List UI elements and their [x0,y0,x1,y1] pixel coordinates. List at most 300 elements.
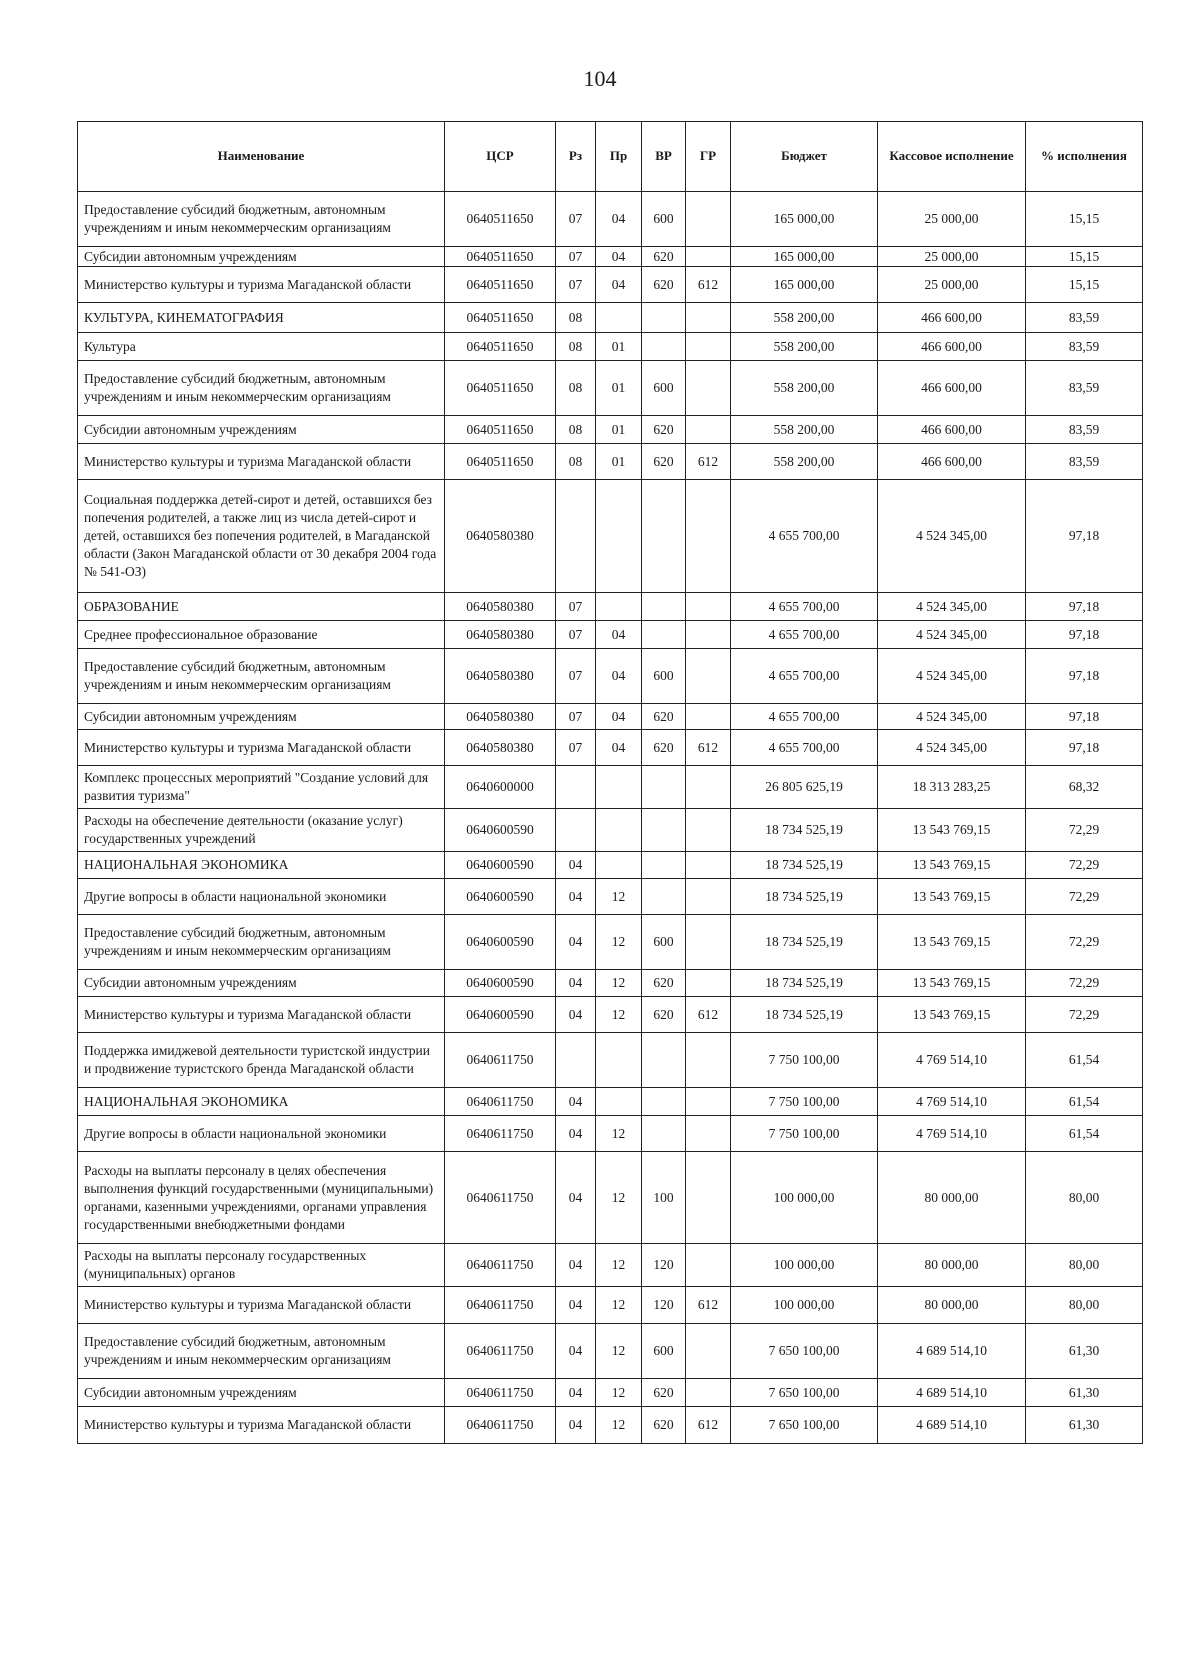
cell-budget: 7 750 100,00 [731,1033,878,1088]
cell-pct: 15,15 [1026,247,1143,267]
cell-name: Расходы на выплаты персоналу в целях обеспечения выполнения функций государственными (муниципальными) органами, казенными учреждениями, органами управления государственными внебюджетными фондами [78,1152,445,1244]
cell-cash: 80 000,00 [878,1287,1026,1324]
header-csr: ЦСР [445,122,556,192]
cell-csr: 0640600590 [445,997,556,1033]
cell-vr: 600 [642,1324,686,1379]
cell-cash: 80 000,00 [878,1152,1026,1244]
cell-pct: 72,29 [1026,879,1143,915]
table-row [78,649,1143,704]
cell-vr: 120 [642,1287,686,1324]
cell-budget: 18 734 525,19 [731,915,878,970]
cell-vr: 100 [642,1152,686,1244]
cell-gr [686,766,731,809]
cell-gr [686,361,731,416]
cell-pr [596,809,642,852]
cell-pr: 04 [596,192,642,247]
cell-cash: 13 543 769,15 [878,852,1026,879]
cell-rz: 07 [556,704,596,730]
cell-pct: 72,29 [1026,970,1143,997]
cell-cash: 4 524 345,00 [878,649,1026,704]
cell-pr: 12 [596,1116,642,1152]
cell-name: НАЦИОНАЛЬНАЯ ЭКОНОМИКА [78,852,445,879]
table-row [78,852,1143,879]
table-row [78,1287,1143,1324]
cell-vr: 620 [642,704,686,730]
cell-rz: 07 [556,593,596,621]
table-row [78,416,1143,444]
cell-pct: 97,18 [1026,621,1143,649]
cell-gr [686,1324,731,1379]
cell-rz: 07 [556,649,596,704]
cell-rz: 04 [556,852,596,879]
cell-csr: 0640511650 [445,444,556,480]
cell-name: Министерство культуры и туризма Магаданской области [78,997,445,1033]
cell-pct: 83,59 [1026,416,1143,444]
cell-pct: 61,54 [1026,1088,1143,1116]
cell-rz: 04 [556,1152,596,1244]
cell-rz: 07 [556,267,596,303]
cell-vr [642,1088,686,1116]
cell-vr: 620 [642,730,686,766]
cell-gr [686,1088,731,1116]
cell-vr: 600 [642,361,686,416]
cell-pr: 01 [596,416,642,444]
cell-cash: 13 543 769,15 [878,879,1026,915]
cell-pct: 72,29 [1026,852,1143,879]
cell-cash: 13 543 769,15 [878,997,1026,1033]
cell-name: Расходы на выплаты персоналу государственных (муниципальных) органов [78,1244,445,1287]
cell-name: НАЦИОНАЛЬНАЯ ЭКОНОМИКА [78,1088,445,1116]
cell-name: КУЛЬТУРА, КИНЕМАТОГРАФИЯ [78,303,445,333]
header-cash: Кассовое исполнение [878,122,1026,192]
cell-csr: 0640611750 [445,1324,556,1379]
cell-pr [596,303,642,333]
cell-csr: 0640600590 [445,970,556,997]
cell-budget: 18 734 525,19 [731,879,878,915]
table-row [78,593,1143,621]
cell-pct: 61,30 [1026,1379,1143,1407]
cell-rz: 04 [556,1379,596,1407]
cell-budget: 165 000,00 [731,192,878,247]
cell-rz: 08 [556,303,596,333]
cell-name: Министерство культуры и туризма Магаданской области [78,1407,445,1444]
cell-cash: 4 524 345,00 [878,593,1026,621]
cell-cash: 13 543 769,15 [878,809,1026,852]
cell-pr: 12 [596,1407,642,1444]
cell-cash: 4 769 514,10 [878,1116,1026,1152]
cell-rz: 08 [556,361,596,416]
cell-cash: 25 000,00 [878,267,1026,303]
cell-budget: 26 805 625,19 [731,766,878,809]
cell-csr: 0640600590 [445,879,556,915]
table-row [78,247,1143,267]
cell-name: Другие вопросы в области национальной экономики [78,1116,445,1152]
cell-vr: 600 [642,915,686,970]
cell-name: Министерство культуры и туризма Магаданской области [78,267,445,303]
cell-budget: 18 734 525,19 [731,852,878,879]
cell-vr [642,621,686,649]
cell-gr: 612 [686,1407,731,1444]
header-budget: Бюджет [731,122,878,192]
cell-cash: 4 524 345,00 [878,621,1026,649]
cell-vr [642,766,686,809]
cell-pr: 04 [596,649,642,704]
cell-rz: 04 [556,1324,596,1379]
budget-table [77,121,1143,1444]
table-row [78,444,1143,480]
table-row [78,1116,1143,1152]
cell-pr [596,593,642,621]
cell-vr: 620 [642,1407,686,1444]
cell-vr [642,480,686,593]
cell-gr [686,649,731,704]
cell-vr: 620 [642,1379,686,1407]
cell-pct: 72,29 [1026,997,1143,1033]
cell-gr [686,1033,731,1088]
cell-rz: 04 [556,915,596,970]
cell-rz: 08 [556,333,596,361]
cell-gr [686,247,731,267]
cell-cash: 466 600,00 [878,303,1026,333]
cell-budget: 100 000,00 [731,1287,878,1324]
cell-vr: 620 [642,970,686,997]
table-row [78,480,1143,593]
table-row [78,766,1143,809]
cell-csr: 0640611750 [445,1407,556,1444]
cell-cash: 25 000,00 [878,247,1026,267]
cell-pr: 12 [596,1324,642,1379]
cell-rz: 07 [556,192,596,247]
cell-budget: 558 200,00 [731,303,878,333]
cell-budget: 18 734 525,19 [731,970,878,997]
cell-budget: 7 650 100,00 [731,1379,878,1407]
table-row [78,997,1143,1033]
cell-vr: 620 [642,267,686,303]
cell-rz: 04 [556,879,596,915]
cell-cash: 466 600,00 [878,444,1026,480]
cell-csr: 0640580380 [445,621,556,649]
table-row [78,970,1143,997]
cell-cash: 13 543 769,15 [878,970,1026,997]
cell-csr: 0640580380 [445,593,556,621]
cell-csr: 0640511650 [445,416,556,444]
cell-rz: 07 [556,247,596,267]
cell-pr: 12 [596,997,642,1033]
cell-rz: 08 [556,416,596,444]
table-body [78,192,1143,1444]
table-row [78,1324,1143,1379]
table-row [78,915,1143,970]
cell-budget: 4 655 700,00 [731,730,878,766]
cell-vr [642,1116,686,1152]
cell-gr [686,1152,731,1244]
cell-csr: 0640611750 [445,1287,556,1324]
cell-pct: 72,29 [1026,809,1143,852]
cell-budget: 100 000,00 [731,1152,878,1244]
cell-pr [596,1033,642,1088]
cell-cash: 80 000,00 [878,1244,1026,1287]
cell-gr: 612 [686,730,731,766]
cell-name: ОБРАЗОВАНИЕ [78,593,445,621]
cell-rz: 04 [556,1088,596,1116]
cell-name: Предоставление субсидий бюджетным, автономным учреждениям и иным некоммерческим организациям [78,1324,445,1379]
cell-cash: 466 600,00 [878,333,1026,361]
cell-pct: 80,00 [1026,1287,1143,1324]
cell-budget: 7 750 100,00 [731,1088,878,1116]
table-row [78,1033,1143,1088]
cell-cash: 466 600,00 [878,361,1026,416]
cell-name: Комплекс процессных мероприятий "Создание условий для развития туризма" [78,766,445,809]
cell-cash: 25 000,00 [878,192,1026,247]
cell-budget: 4 655 700,00 [731,704,878,730]
cell-gr [686,303,731,333]
cell-csr: 0640580380 [445,730,556,766]
cell-name: Министерство культуры и туризма Магаданской области [78,1287,445,1324]
cell-csr: 0640611750 [445,1379,556,1407]
cell-gr [686,1379,731,1407]
cell-pct: 80,00 [1026,1244,1143,1287]
cell-gr: 612 [686,1287,731,1324]
cell-cash: 466 600,00 [878,416,1026,444]
table-row [78,730,1143,766]
cell-pr: 04 [596,621,642,649]
cell-name: Субсидии автономным учреждениям [78,1379,445,1407]
cell-vr: 600 [642,649,686,704]
cell-name: Субсидии автономным учреждениям [78,416,445,444]
cell-csr: 0640511650 [445,192,556,247]
cell-pct: 15,15 [1026,267,1143,303]
cell-cash: 4 524 345,00 [878,704,1026,730]
cell-pct: 97,18 [1026,593,1143,621]
cell-rz: 04 [556,970,596,997]
cell-pct: 72,29 [1026,915,1143,970]
cell-gr [686,593,731,621]
cell-budget: 558 200,00 [731,361,878,416]
cell-csr: 0640511650 [445,303,556,333]
cell-cash: 4 524 345,00 [878,480,1026,593]
cell-csr: 0640580380 [445,649,556,704]
cell-gr [686,970,731,997]
table-row [78,1407,1143,1444]
cell-rz [556,480,596,593]
cell-budget: 7 750 100,00 [731,1116,878,1152]
cell-budget: 558 200,00 [731,416,878,444]
cell-pct: 83,59 [1026,333,1143,361]
cell-budget: 558 200,00 [731,444,878,480]
cell-csr: 0640511650 [445,333,556,361]
cell-budget: 165 000,00 [731,267,878,303]
cell-pr [596,480,642,593]
cell-gr: 612 [686,267,731,303]
table-header-row [78,122,1143,192]
table-row [78,704,1143,730]
cell-name: Министерство культуры и туризма Магаданской области [78,730,445,766]
cell-name: Поддержка имиджевой деятельности туристской индустрии и продвижение туристского бренда Магаданской области [78,1033,445,1088]
cell-pr: 12 [596,1379,642,1407]
cell-rz [556,809,596,852]
cell-vr [642,1033,686,1088]
cell-cash: 4 769 514,10 [878,1033,1026,1088]
cell-name: Среднее профессиональное образование [78,621,445,649]
cell-name: Предоставление субсидий бюджетным, автономным учреждениям и иным некоммерческим организациям [78,361,445,416]
cell-rz: 07 [556,730,596,766]
cell-csr: 0640611750 [445,1116,556,1152]
page-number: 104 [583,66,617,91]
cell-pr: 12 [596,970,642,997]
cell-name: Субсидии автономным учреждениям [78,704,445,730]
cell-budget: 4 655 700,00 [731,621,878,649]
cell-csr: 0640611750 [445,1244,556,1287]
cell-csr: 0640611750 [445,1152,556,1244]
cell-pct: 97,18 [1026,480,1143,593]
cell-pct: 61,30 [1026,1407,1143,1444]
header-pr: Пр [596,122,642,192]
table-row [78,361,1143,416]
cell-pct: 97,18 [1026,649,1143,704]
cell-pr: 12 [596,915,642,970]
cell-pct: 97,18 [1026,730,1143,766]
cell-gr [686,915,731,970]
cell-vr [642,593,686,621]
cell-cash: 18 313 283,25 [878,766,1026,809]
table-row [78,621,1143,649]
cell-pr [596,1088,642,1116]
cell-rz: 04 [556,1407,596,1444]
cell-rz [556,766,596,809]
cell-budget: 4 655 700,00 [731,593,878,621]
cell-vr: 620 [642,247,686,267]
cell-gr [686,1116,731,1152]
table-row [78,1244,1143,1287]
cell-name: Субсидии автономным учреждениям [78,247,445,267]
cell-budget: 7 650 100,00 [731,1407,878,1444]
cell-budget: 558 200,00 [731,333,878,361]
cell-vr: 120 [642,1244,686,1287]
cell-budget: 18 734 525,19 [731,997,878,1033]
cell-vr [642,809,686,852]
cell-vr: 620 [642,997,686,1033]
cell-pct: 68,32 [1026,766,1143,809]
cell-cash: 4 689 514,10 [878,1324,1026,1379]
cell-budget: 165 000,00 [731,247,878,267]
cell-csr: 0640600590 [445,852,556,879]
cell-vr [642,852,686,879]
cell-gr [686,1244,731,1287]
cell-pct: 61,30 [1026,1324,1143,1379]
cell-csr: 0640611750 [445,1088,556,1116]
cell-gr: 612 [686,997,731,1033]
cell-pr: 04 [596,730,642,766]
header-name: Наименование [78,122,445,192]
table-row [78,879,1143,915]
table-row [78,267,1143,303]
cell-name: Предоставление субсидий бюджетным, автономным учреждениям и иным некоммерческим организациям [78,915,445,970]
cell-name: Культура [78,333,445,361]
cell-csr: 0640600590 [445,809,556,852]
cell-pr: 12 [596,1244,642,1287]
cell-budget: 7 650 100,00 [731,1324,878,1379]
cell-pr: 12 [596,879,642,915]
cell-rz: 04 [556,997,596,1033]
cell-gr [686,809,731,852]
cell-pct: 83,59 [1026,444,1143,480]
table-row [78,303,1143,333]
cell-csr: 0640611750 [445,1033,556,1088]
cell-rz: 07 [556,621,596,649]
cell-gr [686,333,731,361]
cell-pr: 01 [596,444,642,480]
header-gr: ГР [686,122,731,192]
cell-gr [686,480,731,593]
cell-cash: 13 543 769,15 [878,915,1026,970]
header-rz: Рз [556,122,596,192]
cell-pct: 80,00 [1026,1152,1143,1244]
cell-cash: 4 524 345,00 [878,730,1026,766]
cell-csr: 0640580380 [445,480,556,593]
cell-name: Социальная поддержка детей-сирот и детей, оставшихся без попечения родителей, а также лиц из числа детей-сирот и детей, оставшихся без попечения родителей, в Магаданской области (Закон Магаданской области от 30 декабря 2004 года № 541-ОЗ) [78,480,445,593]
cell-csr: 0640600000 [445,766,556,809]
cell-budget: 100 000,00 [731,1244,878,1287]
cell-name: Расходы на обеспечение деятельности (оказание услуг) государственных учреждений [78,809,445,852]
cell-pr: 12 [596,1152,642,1244]
cell-gr [686,192,731,247]
cell-name: Предоставление субсидий бюджетным, автономным учреждениям и иным некоммерческим организациям [78,192,445,247]
cell-gr [686,416,731,444]
header-vr: ВР [642,122,686,192]
cell-pr: 04 [596,267,642,303]
cell-cash: 4 689 514,10 [878,1379,1026,1407]
cell-rz: 04 [556,1287,596,1324]
cell-gr [686,621,731,649]
cell-csr: 0640511650 [445,361,556,416]
cell-pr [596,852,642,879]
table-row [78,1379,1143,1407]
cell-vr [642,333,686,361]
cell-pr: 04 [596,247,642,267]
cell-pr [596,766,642,809]
cell-pct: 83,59 [1026,361,1143,416]
cell-name: Предоставление субсидий бюджетным, автономным учреждениям и иным некоммерческим организациям [78,649,445,704]
cell-cash: 4 769 514,10 [878,1088,1026,1116]
cell-name: Министерство культуры и туризма Магаданской области [78,444,445,480]
cell-rz: 08 [556,444,596,480]
cell-gr [686,879,731,915]
cell-pr: 12 [596,1287,642,1324]
cell-pct: 83,59 [1026,303,1143,333]
header-pct: % исполнения [1026,122,1143,192]
table-row [78,809,1143,852]
cell-budget: 4 655 700,00 [731,649,878,704]
cell-vr [642,303,686,333]
cell-vr: 620 [642,416,686,444]
cell-pr: 04 [596,704,642,730]
cell-gr [686,852,731,879]
cell-budget: 4 655 700,00 [731,480,878,593]
cell-vr: 620 [642,444,686,480]
cell-cash: 4 689 514,10 [878,1407,1026,1444]
cell-rz [556,1033,596,1088]
cell-rz: 04 [556,1244,596,1287]
table-row [78,1088,1143,1116]
cell-gr [686,704,731,730]
table-row [78,1152,1143,1244]
cell-csr: 0640600590 [445,915,556,970]
cell-pr: 01 [596,361,642,416]
cell-budget: 18 734 525,19 [731,809,878,852]
cell-pct: 61,54 [1026,1116,1143,1152]
cell-pct: 15,15 [1026,192,1143,247]
cell-csr: 0640511650 [445,267,556,303]
